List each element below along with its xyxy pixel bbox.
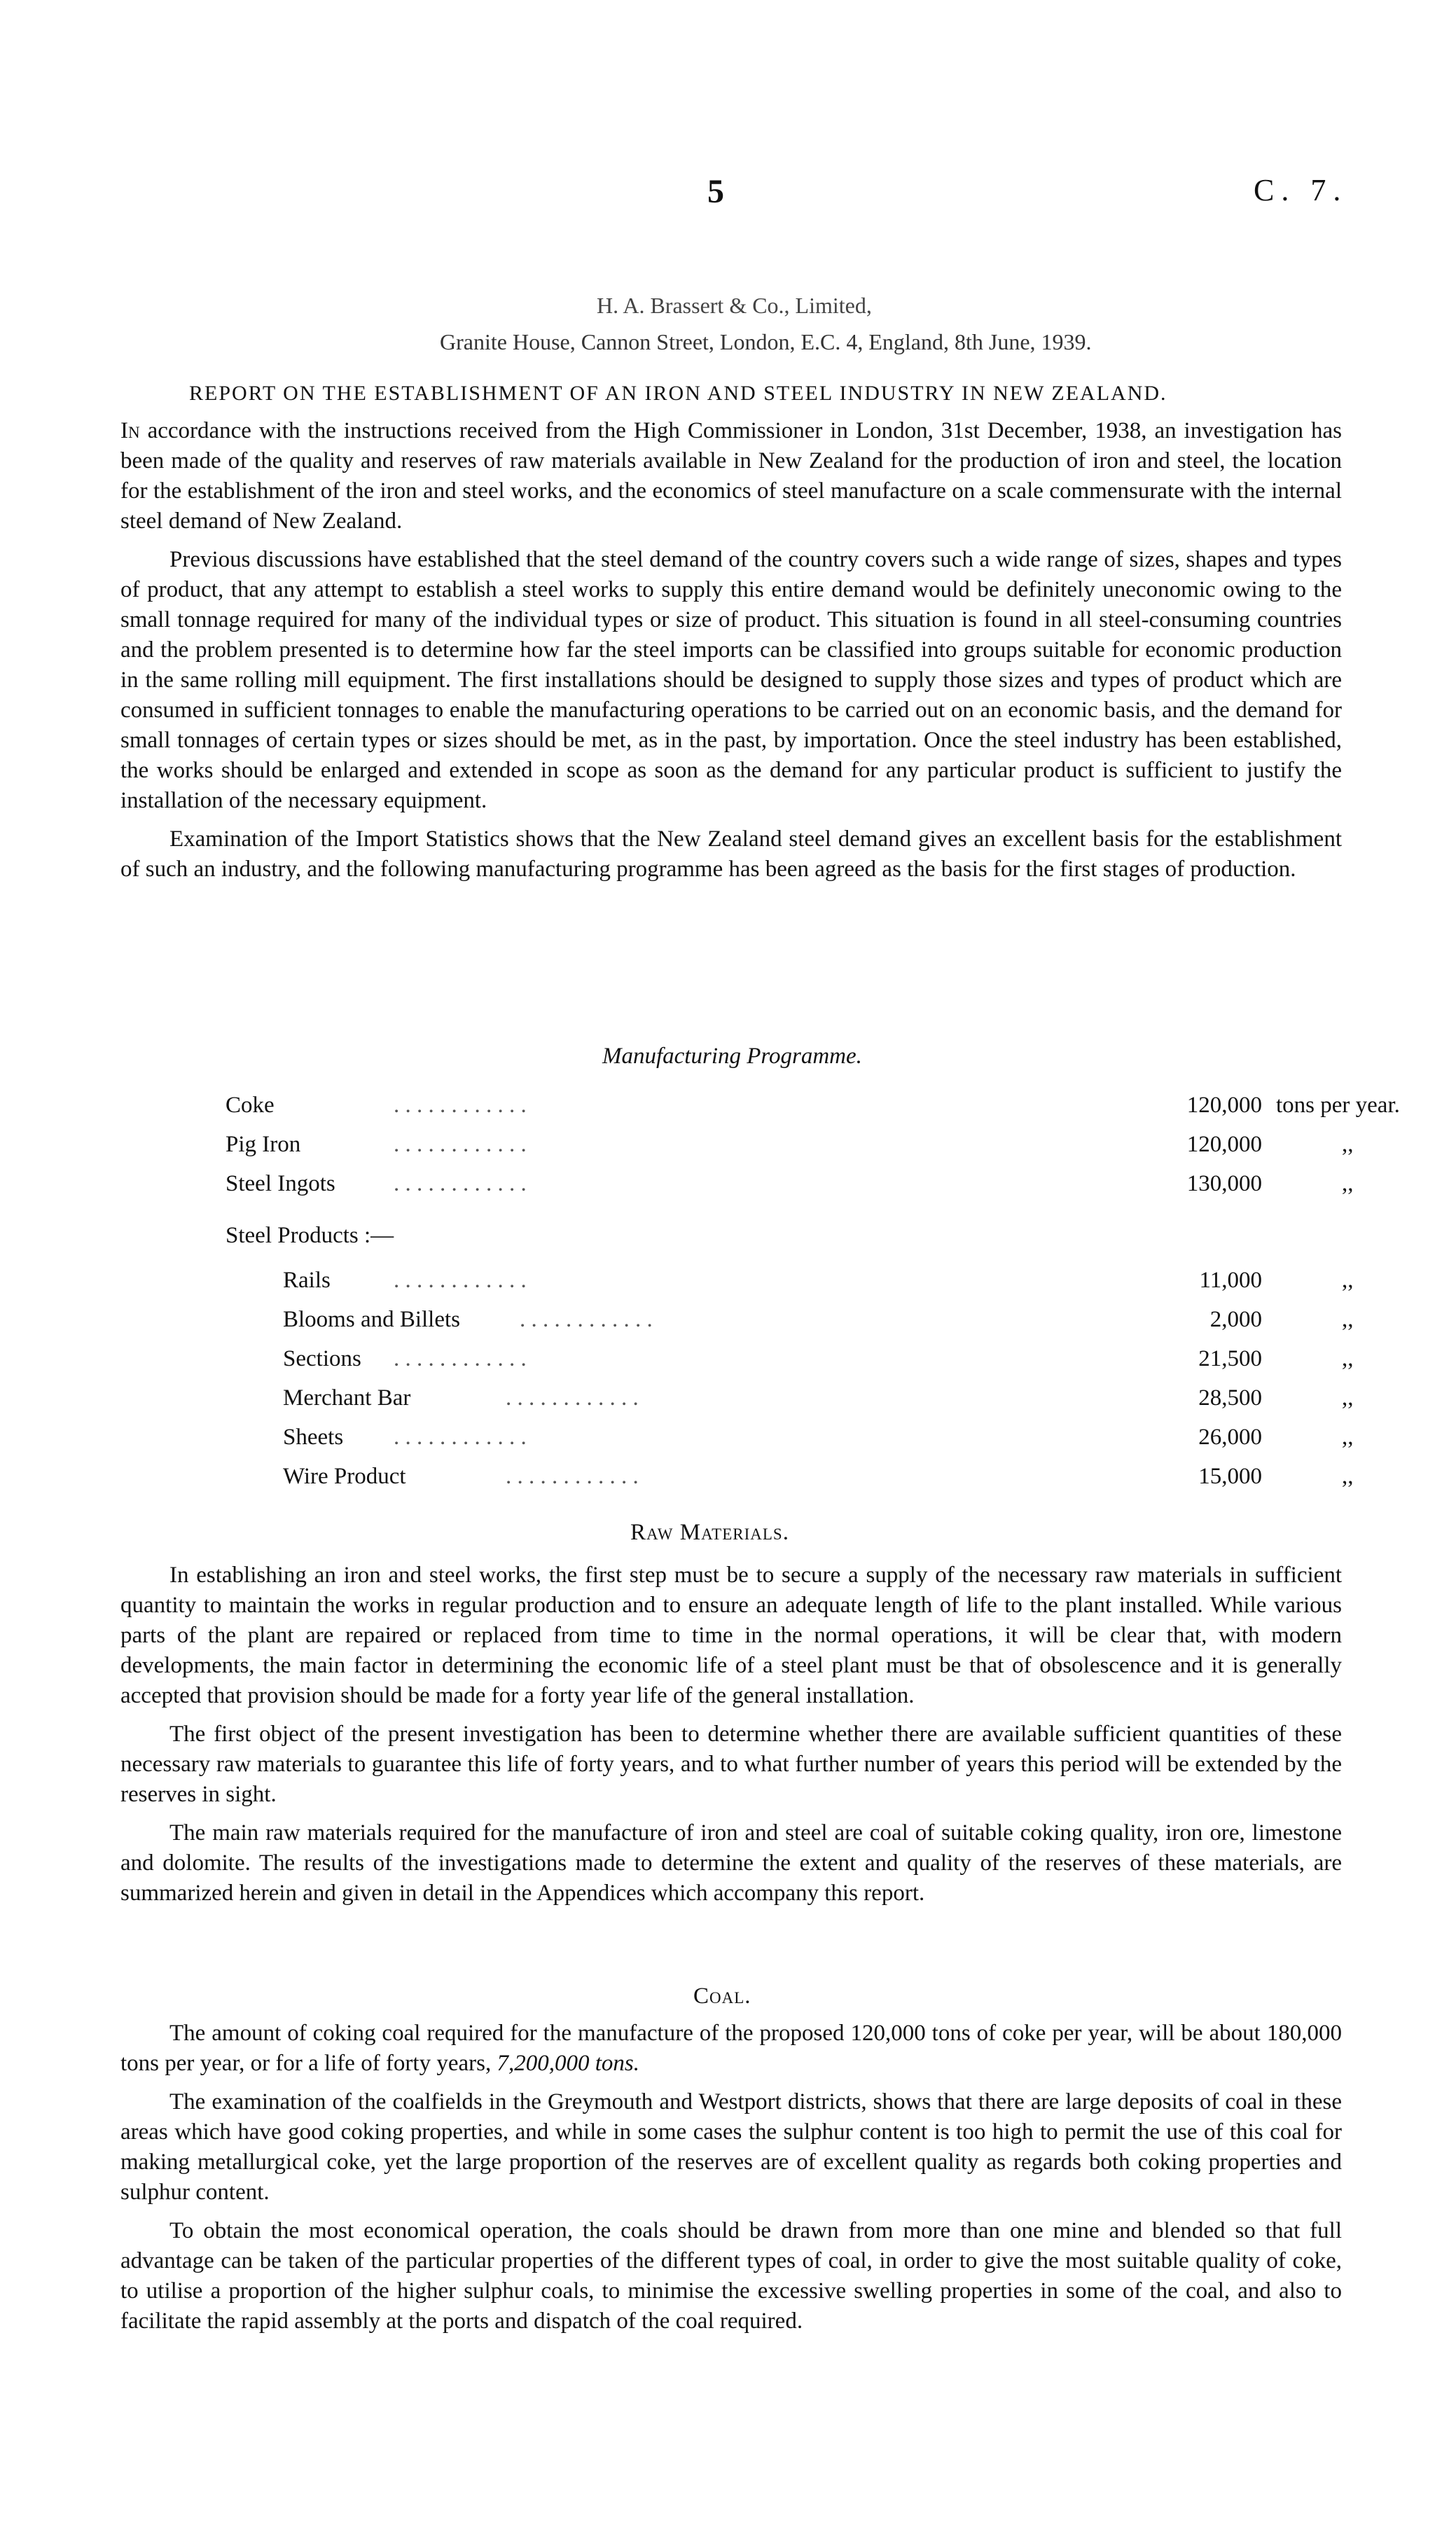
coal-heading: Coal. [693,1983,751,2009]
coal-paragraph-2: The examination of the coalfields in the Greymouth and Westport districts, shows that there are large deposits of coal in these areas which have good coking properties, and while in some cases the sulphur content is too high to permit the use of this coal for making metallurgical coke, yet the large proportion of the reserves are of excellent quality as regards both coking properties and sulphur content. [120,2089,1342,2205]
programme-row [226,1425,1354,1455]
product-value: 15,000 [1198,1464,1262,1489]
steel-products-heading: Steel Products :— [226,1223,394,1248]
ditto-mark: ,, [1342,1307,1354,1332]
document-code: C. 7. [1254,173,1348,207]
raw-materials-paragraph-3: The main raw materials required for the manufacture of iron and steel are coal of suitable coking quality, iron ore, limestone and dolomite. The results of the investigations made to determine the extent and quality of the reserves of these materials, are summarized herein and given in detail in the Appendices which accompany this report. [120,1820,1342,1906]
letterhead-address-date: Granite House, Cannon Street, London, E.C. 4, England, 8th June, 1939. [440,329,1092,354]
product-value: 2,000 [1209,1307,1262,1332]
programme-row [226,1346,1354,1377]
raw-materials-paragraph-2: The first object of the present investigation has been to determine whether there are available sufficient quantities of these necessary raw materials to guarantee this life of forty years, and to what further number of years this period will be extended by the reserves in sight. [120,1722,1342,1807]
product-label: Sections [283,1346,361,1371]
leader-dots: . . . . . . . . . . . . [394,1171,527,1196]
intro-paragraph-1-text: accordance with the instructions received from the High Commissioner in London, 31st December, 1938, an investigation has been made of the quality and reserves of raw materials available in New Zealand for the production of iron and steel, the location for the establishment of the iron and steel works, and the economics of steel manufacture on a scale commensurate with the internal steel demand of New Zealand. [120,418,1342,534]
programme-row [226,1385,1354,1416]
programme-item-label: Steel Ingots [226,1171,335,1196]
programme-unit: tons per year. [1276,1093,1400,1118]
programme-row [226,1464,1354,1495]
intro-paragraph-2: Previous discussions have established that the steel demand of the country covers such a wide range of sizes, shapes and types of product, that any attempt to establish a steel works to supply this entire demand would be definitely uneconomic owing to the small tonnage required for many of the individual types or size of product. This situation is found in all steel-consuming countries and the problem presented is to determine how far the steel imports can be classified into groups suitable for economic production in the same rolling mill equipment. The first installations should be designed to supply those sizes and types of product which are consumed in sufficient tonnages to enable the manufacturing operations to be carried out on an economic basis, and the demand for small tonnages of certain types or sizes should be met, as in the past, by importation. Once the steel industry has been established, the works should be enlarged and extended in scope as soon as the demand for any particular product is sufficient to justify the installation of the necessary equipment. [120,547,1342,813]
report-title: REPORT ON THE ESTABLISHMENT OF AN IRON AND STEEL INDUSTRY IN NEW ZEALAND. [189,382,1167,405]
leader-dots: . . . . . . . . . . . . [394,1425,527,1450]
raw-materials-section [120,1560,1342,1909]
intro-section [120,416,1342,885]
leader-dots: . . . . . . . . . . . . [394,1093,527,1118]
leader-dots: . . . . . . . . . . . . [520,1307,653,1332]
leader-dots: . . . . . . . . . . . . [394,1268,527,1293]
coal-total-tonnage: 7,200,000 tons. [497,2051,639,2076]
intro-paragraph-3: Examination of the Import Statistics shows that the New Zealand steel demand gives an excellent basis for the establishment of such an industry, and the following manufacturing programme has been agreed as the basis for the first stages of production. [120,826,1342,882]
product-label: Wire Product [283,1464,406,1489]
leader-dots: . . . . . . . . . . . . [394,1346,527,1371]
ditto-mark: ,, [1342,1132,1354,1157]
ditto-mark: ,, [1342,1385,1354,1411]
product-label: Merchant Bar [283,1385,411,1411]
programme-item-label: Pig Iron [226,1132,301,1157]
ditto-mark: ,, [1342,1171,1354,1196]
product-label: Rails [283,1268,331,1293]
programme-item-value: 130,000 [1186,1171,1262,1196]
programme-row [226,1268,1354,1299]
programme-row [226,1093,1400,1123]
product-value: 21,500 [1198,1346,1262,1371]
programme-subheading [226,1223,1276,1254]
programme-title: Manufacturing Programme. [602,1044,862,1069]
page-number: 5 [707,173,724,210]
leader-dots: . . . . . . . . . . . . [506,1385,639,1411]
programme-row [226,1132,1354,1163]
coal-paragraph-1 [120,2019,1342,2079]
ditto-mark: ,, [1342,1425,1354,1450]
leader-dots: . . . . . . . . . . . . [394,1132,527,1157]
raw-materials-heading: Raw Materials. [630,1520,789,1545]
product-value: 26,000 [1198,1425,1262,1450]
letterhead-company: H. A. Brassert & Co., Limited, [597,293,872,318]
coal-section [120,2019,1342,2336]
ditto-mark: ,, [1342,1268,1354,1293]
programme-item-value: 120,000 [1186,1093,1262,1118]
leader-dots: . . . . . . . . . . . . [506,1464,639,1489]
product-label: Sheets [283,1425,344,1450]
coal-paragraph-1-text: The amount of coking coal required for the manufacture of the proposed 120,000 tons of coke per year, will be about 180,000 tons per year, or for a life of forty years, [120,2021,1342,2076]
raw-materials-paragraph-1: In establishing an iron and steel works, the first step must be to secure a supply of the necessary raw materials in sufficient quantity to maintain the works in regular production and to ensure an adequate length of life to the plant installed. While various parts of the plant are repaired or replaced from time to time in the normal operations, it will be clear that, with modern developments, the main factor in determining the economic life of a steel plant must be that of obsolescence and it is generally accepted that provision should be made for a forty year life of the general installation. [120,1563,1342,1708]
product-value: 11,000 [1199,1268,1262,1293]
programme-item-label: Coke [226,1093,275,1118]
product-label: Blooms and Billets [283,1307,461,1332]
programme-item-value: 120,000 [1186,1132,1262,1157]
intro-paragraph-1 [120,416,1342,536]
intro-lead-word: In [120,418,140,443]
programme-row [226,1171,1354,1202]
programme-row [226,1307,1354,1338]
product-value: 28,500 [1198,1385,1262,1411]
coal-paragraph-3: To obtain the most economical operation, the coals should be drawn from more than one mine and blended so that full advantage can be taken of the particular properties of the different types of coal, in order to give the most suitable quality of coke, to utilise a proportion of the higher sulphur coals, to minimise the excessive swelling properties in some of the coal, and also to facilitate the rapid assembly at the ports and dispatch of the coal required. [120,2218,1342,2334]
ditto-mark: ,, [1342,1464,1354,1489]
ditto-mark: ,, [1342,1346,1354,1371]
